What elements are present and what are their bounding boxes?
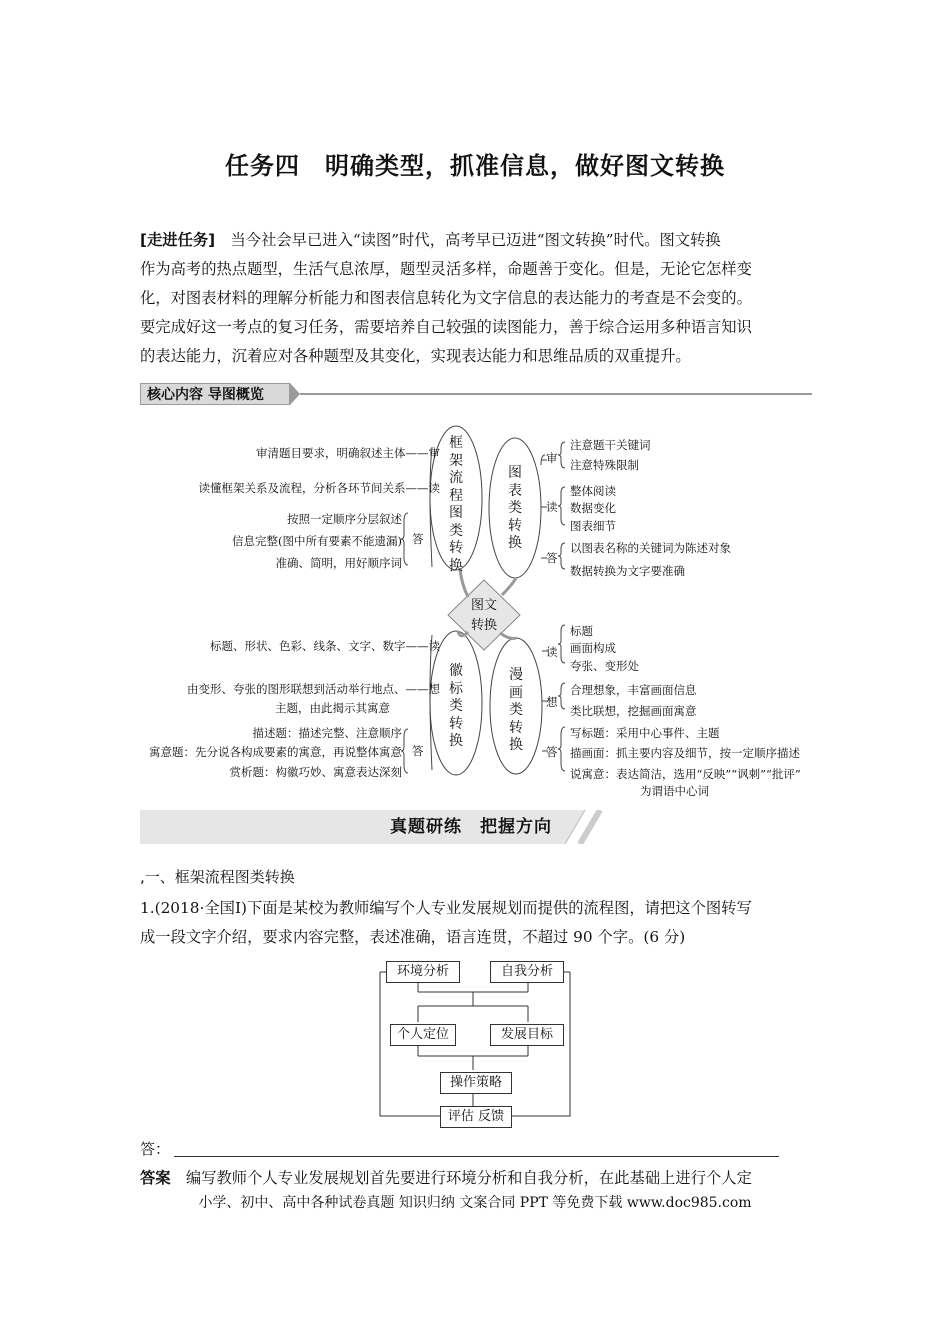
flow-box-position: 个人定位 [390, 1024, 456, 1046]
center-node-line: 转换 [470, 618, 497, 633]
manhua-da-3: 说寓意：表达简洁，选用“反映”“讽刺”“批评” [570, 767, 801, 781]
flow-box-env: 环境分析 [386, 961, 460, 983]
intro-paragraph [140, 226, 812, 371]
page-footer: 小学、初中、高中各种试卷真题 知识归纳 文案合同 PPT 等免费下载 www.doc985.com [198, 1195, 752, 1211]
center-node-label [454, 596, 514, 636]
intro-line: 作为高考的热点题型，生活气息浓厚，题型灵活多样，命题善于变化。但是，无论它怎样变 [140, 260, 752, 278]
node-manhua: 漫画类转换 [509, 667, 523, 753]
tubiao-du-label: 读 [546, 500, 558, 514]
huibiao-da-1: 描述题：描述完整、注意顺序 [252, 726, 402, 740]
intro-line: 的表达能力，沉着应对各种题型及其变化，实现表达能力和思维品质的双重提升。 [140, 347, 691, 365]
tubiao-da-2: 数据转换为文字要准确 [570, 564, 685, 578]
intro-line [140, 226, 812, 255]
section-header-label: 核心内容 导图概览 [140, 383, 290, 405]
section-divider [300, 393, 812, 395]
arrow-icon [290, 383, 300, 405]
answer-body: 编写教师个人专业发展规划首先要进行环境分析和自我分析，在此基础上进行个人定 [170, 1169, 752, 1187]
question-text [140, 894, 812, 952]
manhua-da-label: 答 [546, 745, 558, 759]
manhua-da-2: 描画面：抓主要内容及细节，按一定顺序描述 [570, 746, 800, 760]
node-tubiao: 图表类转换 [508, 465, 522, 551]
answer-blank-label: 答： [140, 1140, 171, 1158]
flowchart [378, 958, 574, 1128]
page-title: 任务四 明确类型，抓准信息，做好图文转换 [225, 152, 725, 180]
tubiao-da-label: 答 [546, 551, 558, 565]
tubiao-du-3: 图表细节 [570, 519, 616, 533]
manhua-du-2: 画面构成 [570, 641, 616, 655]
tubiao-shen-label: 审 [546, 451, 558, 465]
intro-line: 要完成好这一考点的复习任务，需要培养自己较强的读图能力，善于综合运用多种语言知识 [140, 318, 752, 336]
huibiao-da-3: 赏析题：构徽巧妙、寓意表达深刻 [229, 765, 402, 779]
subsection-heading: ,一、框架流程图类转换 [140, 868, 295, 886]
tubiao-da-1: 以图表名称的关键词为陈述对象 [570, 541, 731, 555]
answer-text [140, 1166, 812, 1188]
manhua-du-label: 读 [546, 645, 558, 659]
manhua-du-1: 标题 [570, 624, 593, 638]
answer-label: 答案 [140, 1169, 171, 1187]
kuangjia-da-label: 答 [412, 532, 424, 546]
node-kuangjia: 框架流程图类转换 [449, 435, 463, 574]
manhua-da-4: 为谓语中心词 [640, 784, 709, 798]
huibiao-da-label: 答 [412, 744, 424, 758]
huibiao-du: 标题、形状、色彩、线条、文字、数字——读 [210, 639, 440, 653]
manhua-du-3: 夸张、变形处 [570, 659, 639, 673]
intro-label: [走进任务] [140, 231, 216, 249]
huibiao-xiang-2: 主题，由此揭示其寓意 [275, 701, 390, 715]
flow-box-self: 自我分析 [490, 961, 564, 983]
intro-text: 当今社会早已进入“读图”时代，高考早已迈进“图文转换”时代。图文转换 [230, 231, 721, 249]
huibiao-da-2: 寓意题：先分说各构成要素的寓意，再说整体寓意 [149, 745, 402, 759]
tubiao-shen-1: 注意题干关键词 [570, 438, 651, 452]
kuangjia-du: 读懂框架关系及流程，分析各环节间关系——读 [198, 481, 440, 495]
tubiao-du-2: 数据变化 [570, 501, 616, 515]
flow-box-goal: 发展目标 [490, 1024, 564, 1046]
section-header-practice [140, 810, 812, 844]
center-node-line: 图文 [470, 598, 497, 613]
flow-box-strategy: 操作策略 [440, 1072, 512, 1094]
kuangjia-shen: 审清题目要求，明确叙述主体——审 [256, 446, 440, 460]
kuangjia-da-3: 准确、简明，用好顺序词 [275, 556, 402, 570]
kuangjia-da-1: 按照一定顺序分层叙述 [287, 512, 402, 526]
tubiao-shen-2: 注意特殊限制 [570, 458, 639, 472]
intro-line: 化，对图表材料的理解分析能力和图表信息转化为文字信息的表达能力的考查是不会变的。 [140, 289, 752, 307]
section-header-overview [140, 383, 812, 405]
node-huibiao: 徽标类转换 [449, 663, 463, 749]
manhua-xiang-1: 合理想象，丰富画面信息 [570, 683, 697, 697]
tubiao-du-1: 整体阅读 [570, 484, 616, 498]
kuangjia-da-2: 信息完整(图中所有要素不能遗漏) [232, 534, 402, 548]
question-line: 成一段文字介绍，要求内容完整，表述准确，语言连贯，不超过 90 个字。(6 分) [140, 928, 686, 946]
section-header-label: 真题研练 把握方向 [390, 817, 552, 837]
mind-map [150, 425, 810, 805]
answer-blank [140, 1138, 779, 1159]
answer-input-line[interactable] [174, 1144, 779, 1157]
manhua-xiang-2: 类比联想，挖掘画面寓意 [570, 704, 697, 718]
manhua-xiang-label: 想 [546, 695, 558, 709]
question-line: 1.(2018·全国Ⅰ)下面是某校为教师编写个人专业发展规划而提供的流程图，请把这个图转写 [140, 899, 752, 917]
huibiao-xiang-1: 由变形、夸张的图形联想到活动举行地点、——想 [187, 682, 440, 696]
manhua-da-1: 写标题：采用中心事件、主题 [570, 726, 720, 740]
flow-box-eval: 评估 反馈 [440, 1106, 512, 1128]
